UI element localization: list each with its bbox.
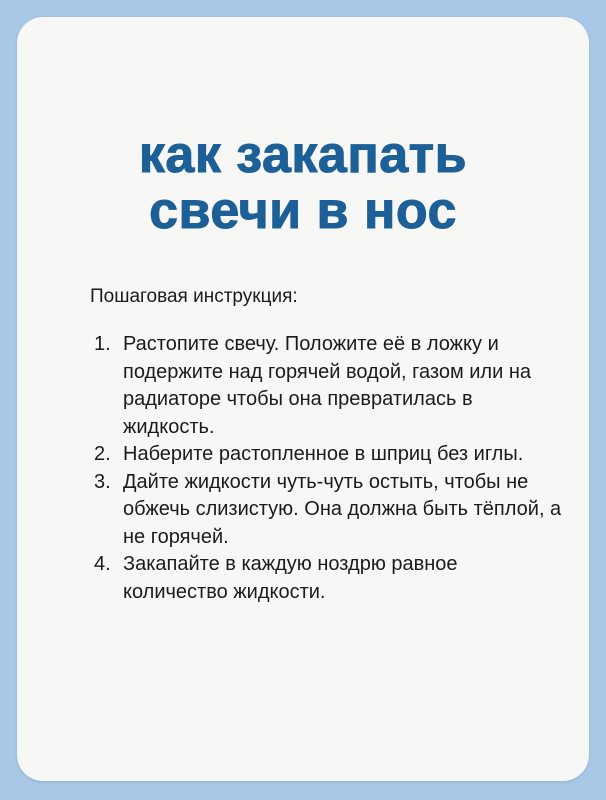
instruction-card	[17, 17, 589, 781]
step-item-2	[90, 441, 565, 469]
step-number: 2.	[94, 443, 111, 465]
card-title	[17, 127, 589, 239]
instructions-subtitle: Пошаговая инструкция:	[90, 286, 298, 307]
step-item-3	[90, 469, 565, 552]
steps-list	[90, 331, 565, 606]
title-line-1: как закапать	[138, 126, 468, 184]
step-text: Наберите растопленное в шприц без иглы.	[123, 443, 524, 465]
title-line-2: свечи в нос	[149, 182, 457, 240]
step-item-4	[90, 551, 565, 606]
step-number: 4.	[94, 553, 111, 575]
step-number: 3.	[94, 470, 111, 493]
step-text: Закапайте в каждую ноздрю равное количество жидкости.	[123, 553, 458, 603]
step-item-1	[90, 331, 565, 441]
step-text: Растопите свечу. Положите её в ложку и подержите над горячей водой, газом или на радиаторе чтобы она превратилась в жидкость.	[123, 333, 531, 438]
step-number: 1.	[94, 333, 111, 355]
step-text: Дайте жидкости чуть-чуть остыть, чтобы не обжечь слизистую. Она должна быть тёплой, а не горячей.	[123, 470, 562, 548]
